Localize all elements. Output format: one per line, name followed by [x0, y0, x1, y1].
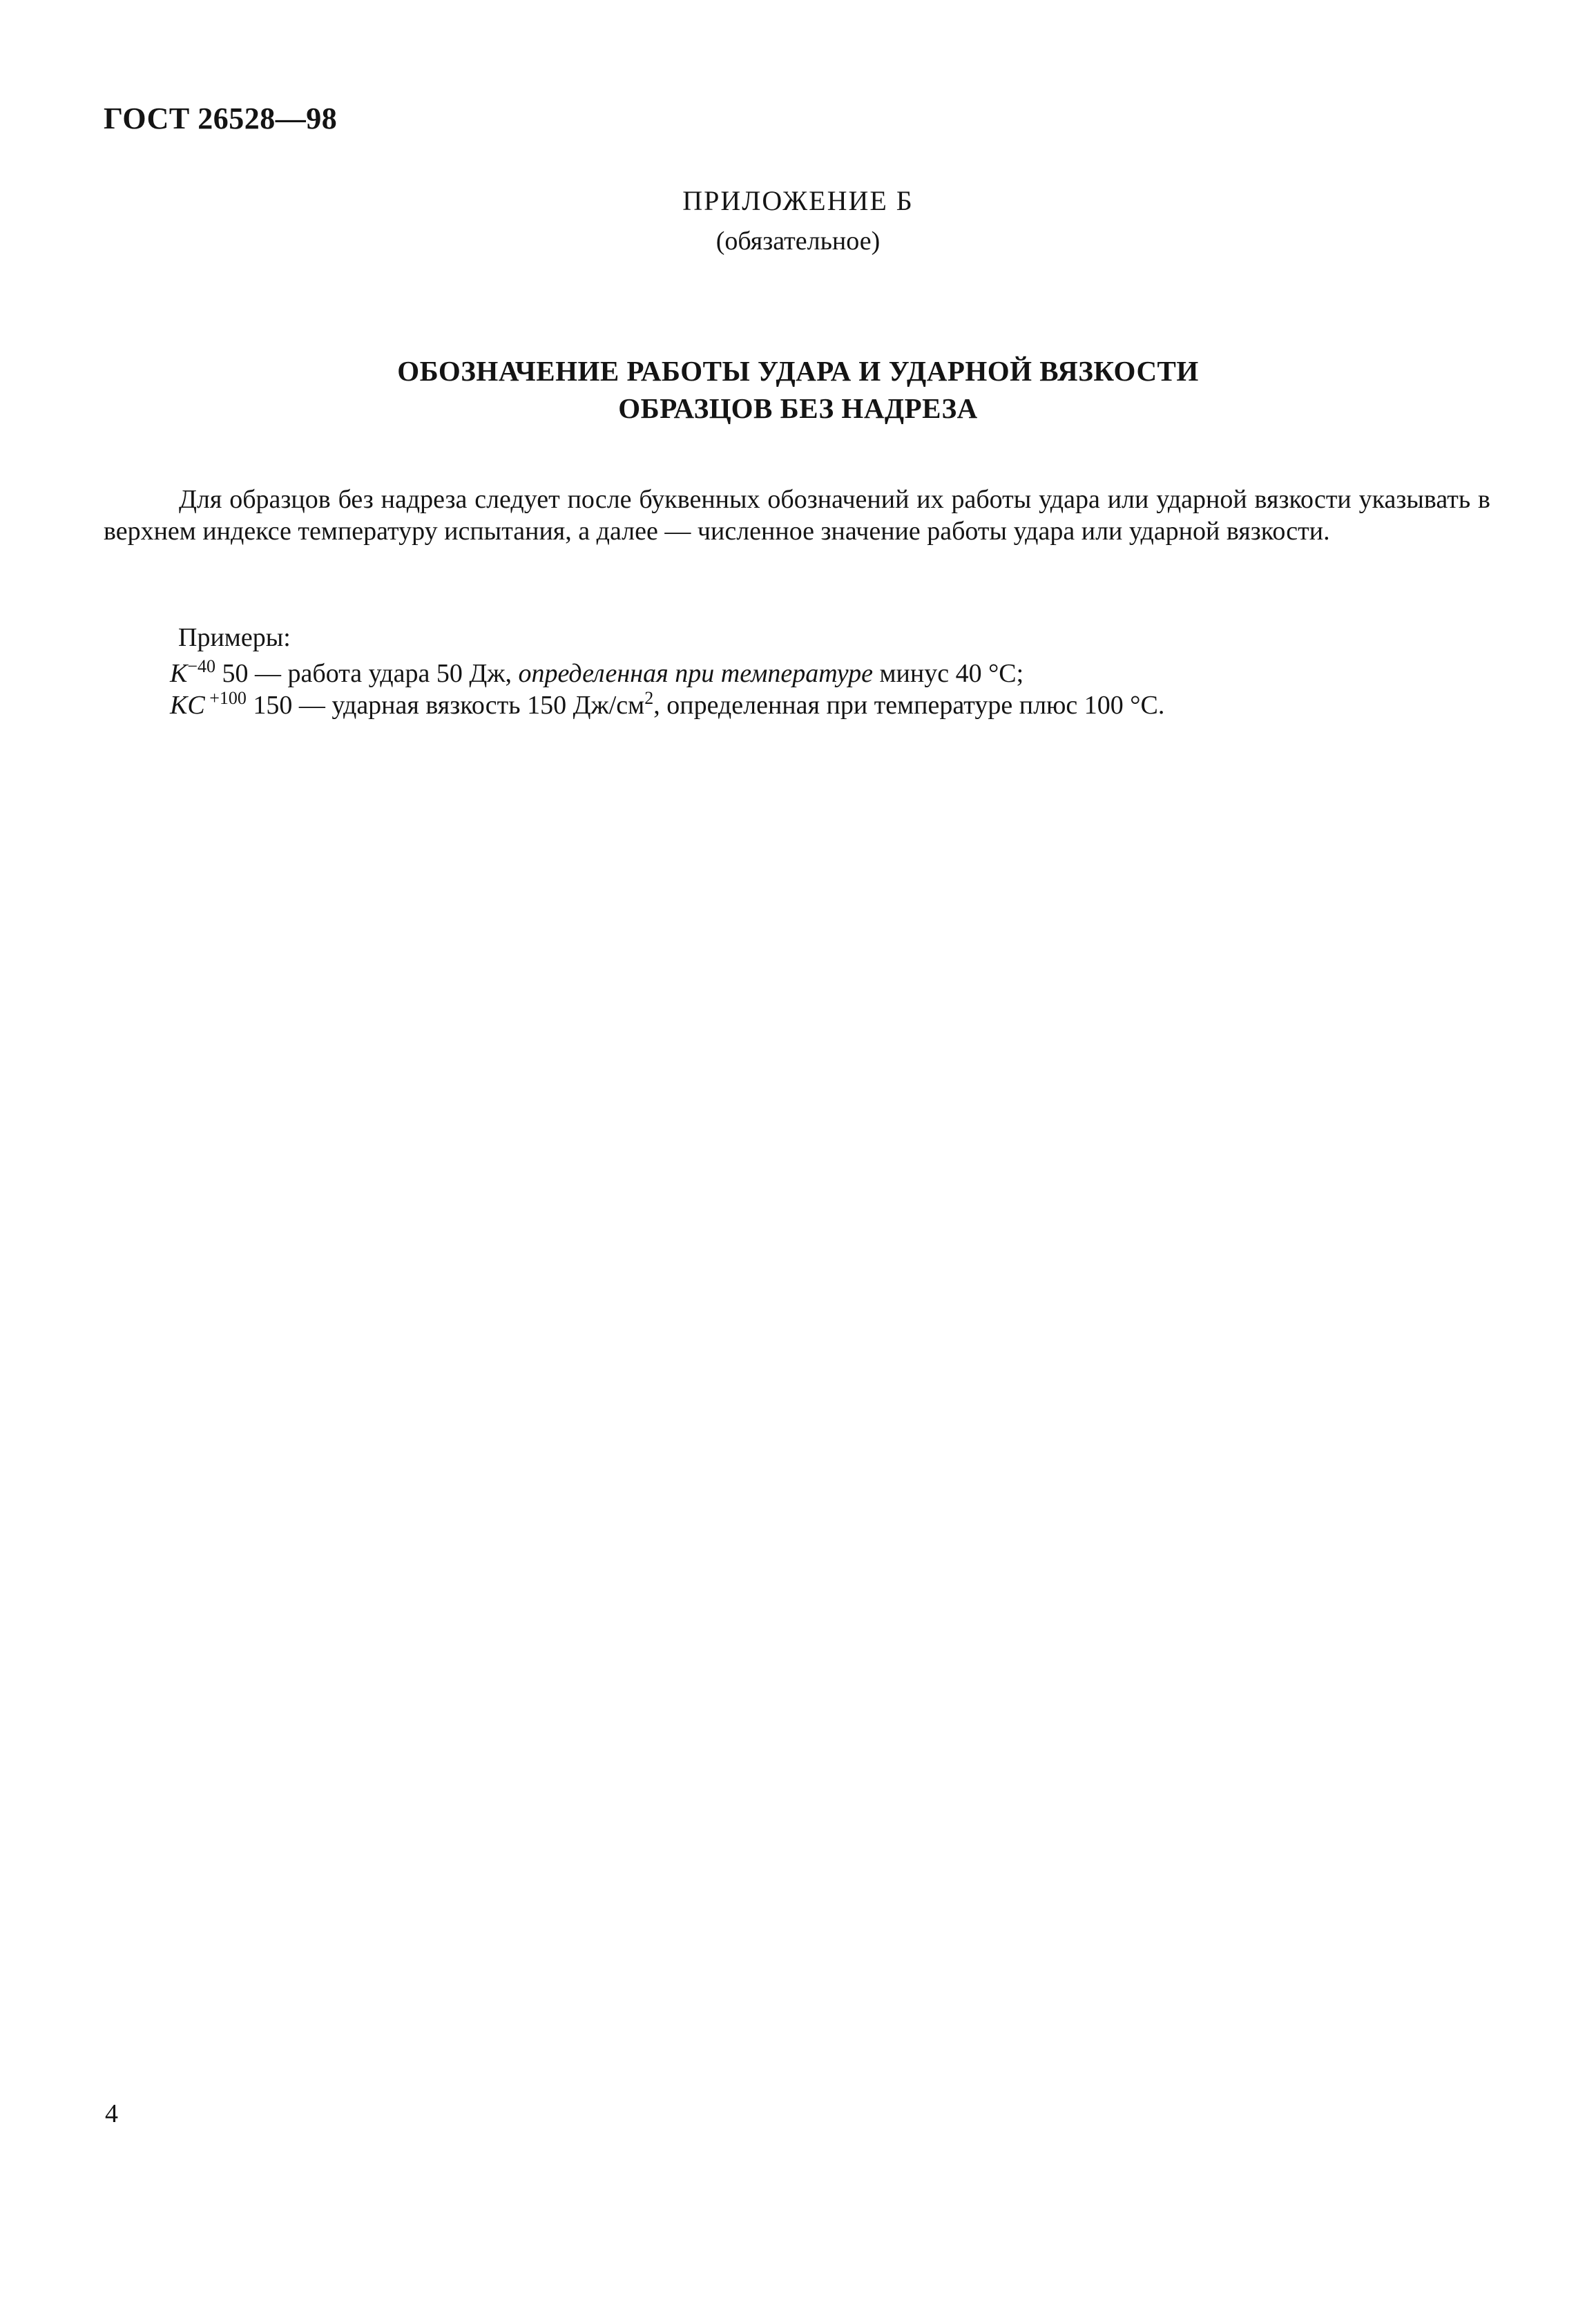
- example-line-1: [170, 658, 1164, 689]
- body-paragraph: Для образцов без надреза следует после буквенных обозначений их работы удара или ударной вязкости указывать в верхнем индексе температуру испытания, а далее — численное значение работы удара или ударной вязкости.: [104, 485, 1490, 546]
- example-2-value: 150 — ударная вязкость 150 Дж/см: [246, 691, 645, 720]
- appendix-header: [0, 181, 1596, 261]
- example-2-symbol: KC: [170, 691, 205, 720]
- section-heading: [0, 352, 1596, 427]
- document-code: ГОСТ 26528—98: [104, 102, 338, 135]
- example-1-value: 50 — работа удара 50 Дж,: [215, 659, 519, 688]
- example-1-superscript: −40: [187, 656, 216, 676]
- example-2-rest: , определенная при температуре плюс 100 °С.: [653, 691, 1165, 720]
- example-2-unit-superscript: 2: [644, 688, 654, 708]
- section-heading-line-1: ОБОЗНАЧЕНИЕ РАБОТЫ УДАРА И УДАРНОЙ ВЯЗКОСТИ: [397, 355, 1199, 387]
- appendix-type: (обязательное): [715, 227, 881, 256]
- appendix-title: ПРИЛОЖЕНИЕ Б: [682, 185, 914, 216]
- examples-label: Примеры:: [178, 623, 291, 652]
- example-1-rest: минус 40 °С;: [873, 659, 1024, 688]
- example-1-italic-text: определенная при температуре: [518, 659, 873, 688]
- example-line-2: [170, 689, 1164, 721]
- examples-block: [170, 622, 1165, 721]
- example-2-superscript: +100: [204, 688, 247, 708]
- page-number: 4: [105, 2099, 118, 2128]
- section-heading-line-2: ОБРАЗЦОВ БЕЗ НАДРЕЗА: [618, 392, 978, 424]
- example-1-symbol: K: [170, 659, 188, 688]
